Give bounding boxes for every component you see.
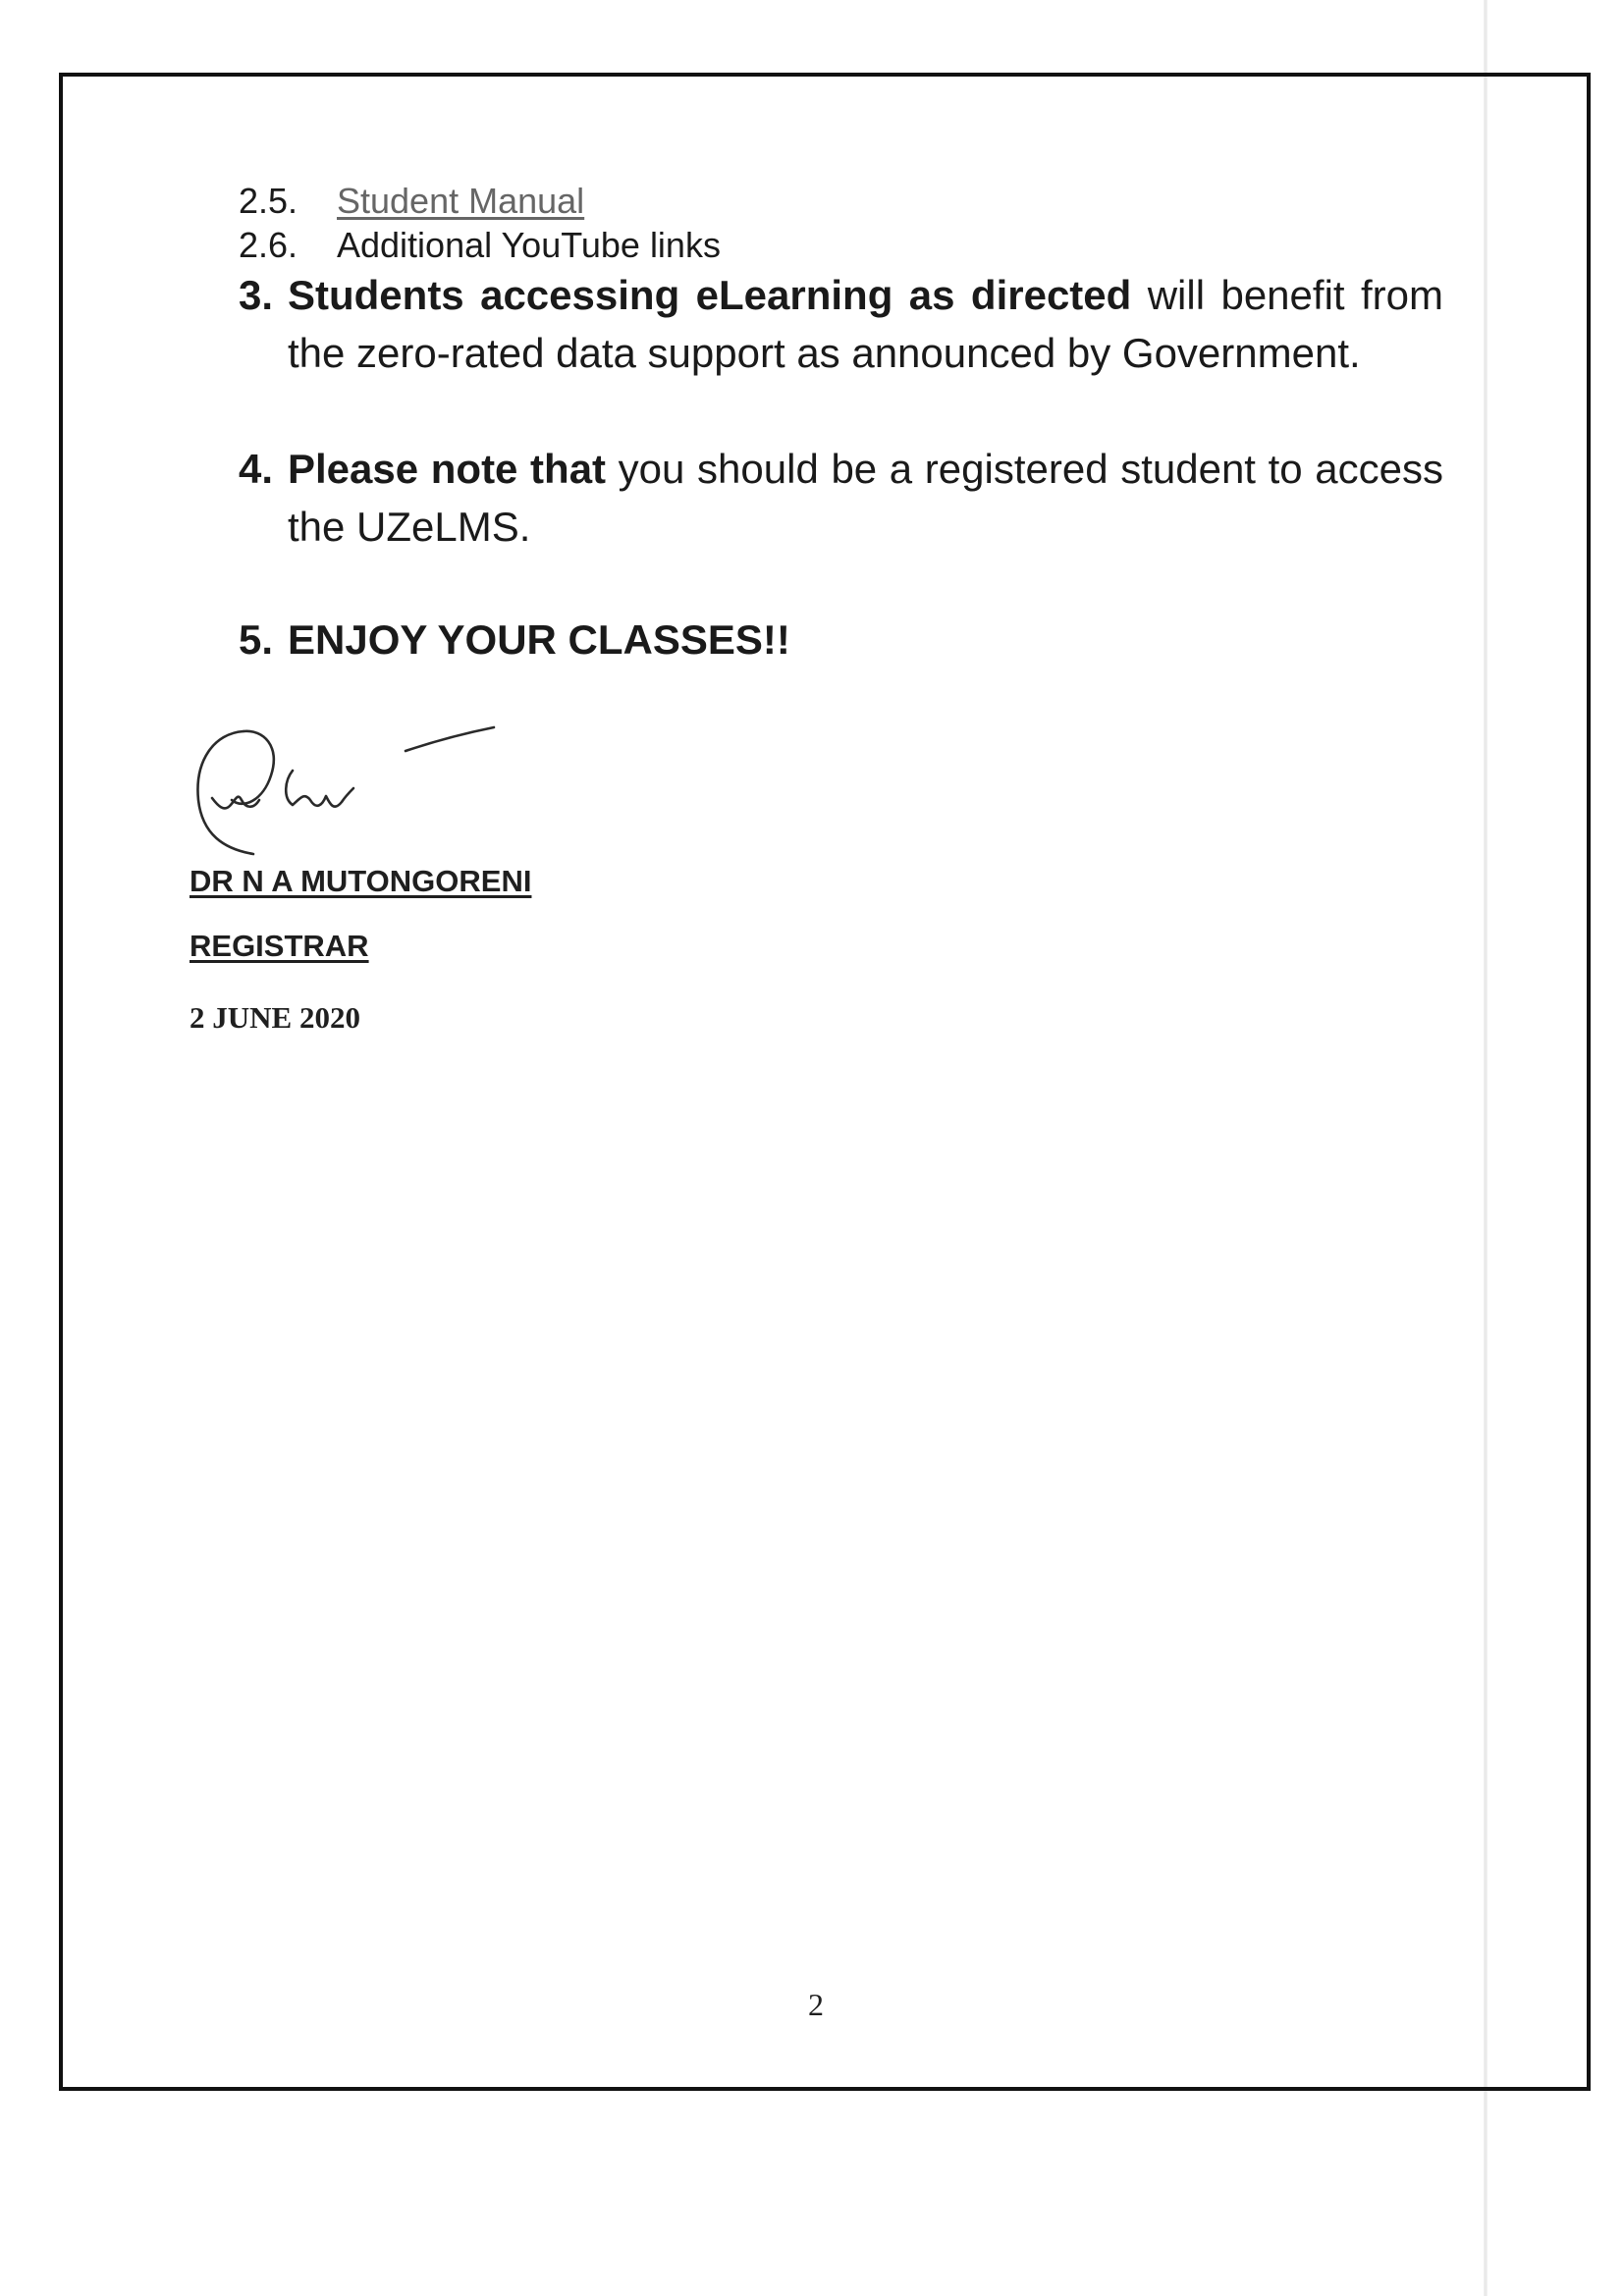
list-item-text: will benefit from the zero-rated data support as announced by Government. — [288, 272, 1443, 376]
list-item-3 — [239, 266, 1443, 382]
list-item-bold-text: Please note that — [288, 446, 607, 492]
closing-message: ENJOY YOUR CLASSES!! — [288, 616, 790, 663]
handwritten-signature — [185, 721, 518, 869]
list-item-body — [288, 440, 1443, 556]
list-item-body — [288, 266, 1443, 382]
list-item-2-5 — [239, 180, 584, 223]
list-item-2-6 — [239, 224, 721, 267]
signatory-name: DR N A MUTONGORENI — [189, 864, 532, 898]
list-number: 2.5. — [239, 181, 298, 221]
list-item-4 — [239, 440, 1443, 556]
list-item-5 — [239, 611, 790, 668]
list-item-text: Additional YouTube links — [337, 225, 721, 265]
list-number: 5. — [239, 616, 274, 663]
student-manual-link[interactable]: Student Manual — [337, 181, 585, 221]
list-number: 3. — [239, 272, 274, 318]
page-number: 2 — [808, 1987, 824, 2022]
signatory-title: REGISTRAR — [189, 929, 369, 963]
document-date: 2 JUNE 2020 — [189, 1000, 360, 1035]
list-number: 4. — [239, 446, 274, 492]
list-item-bold-text: Students accessing eLearning as directed — [288, 272, 1132, 318]
list-number: 2.6. — [239, 225, 298, 265]
list-item-text: you should be a registered student to access the UZeLMS. — [288, 446, 1443, 550]
